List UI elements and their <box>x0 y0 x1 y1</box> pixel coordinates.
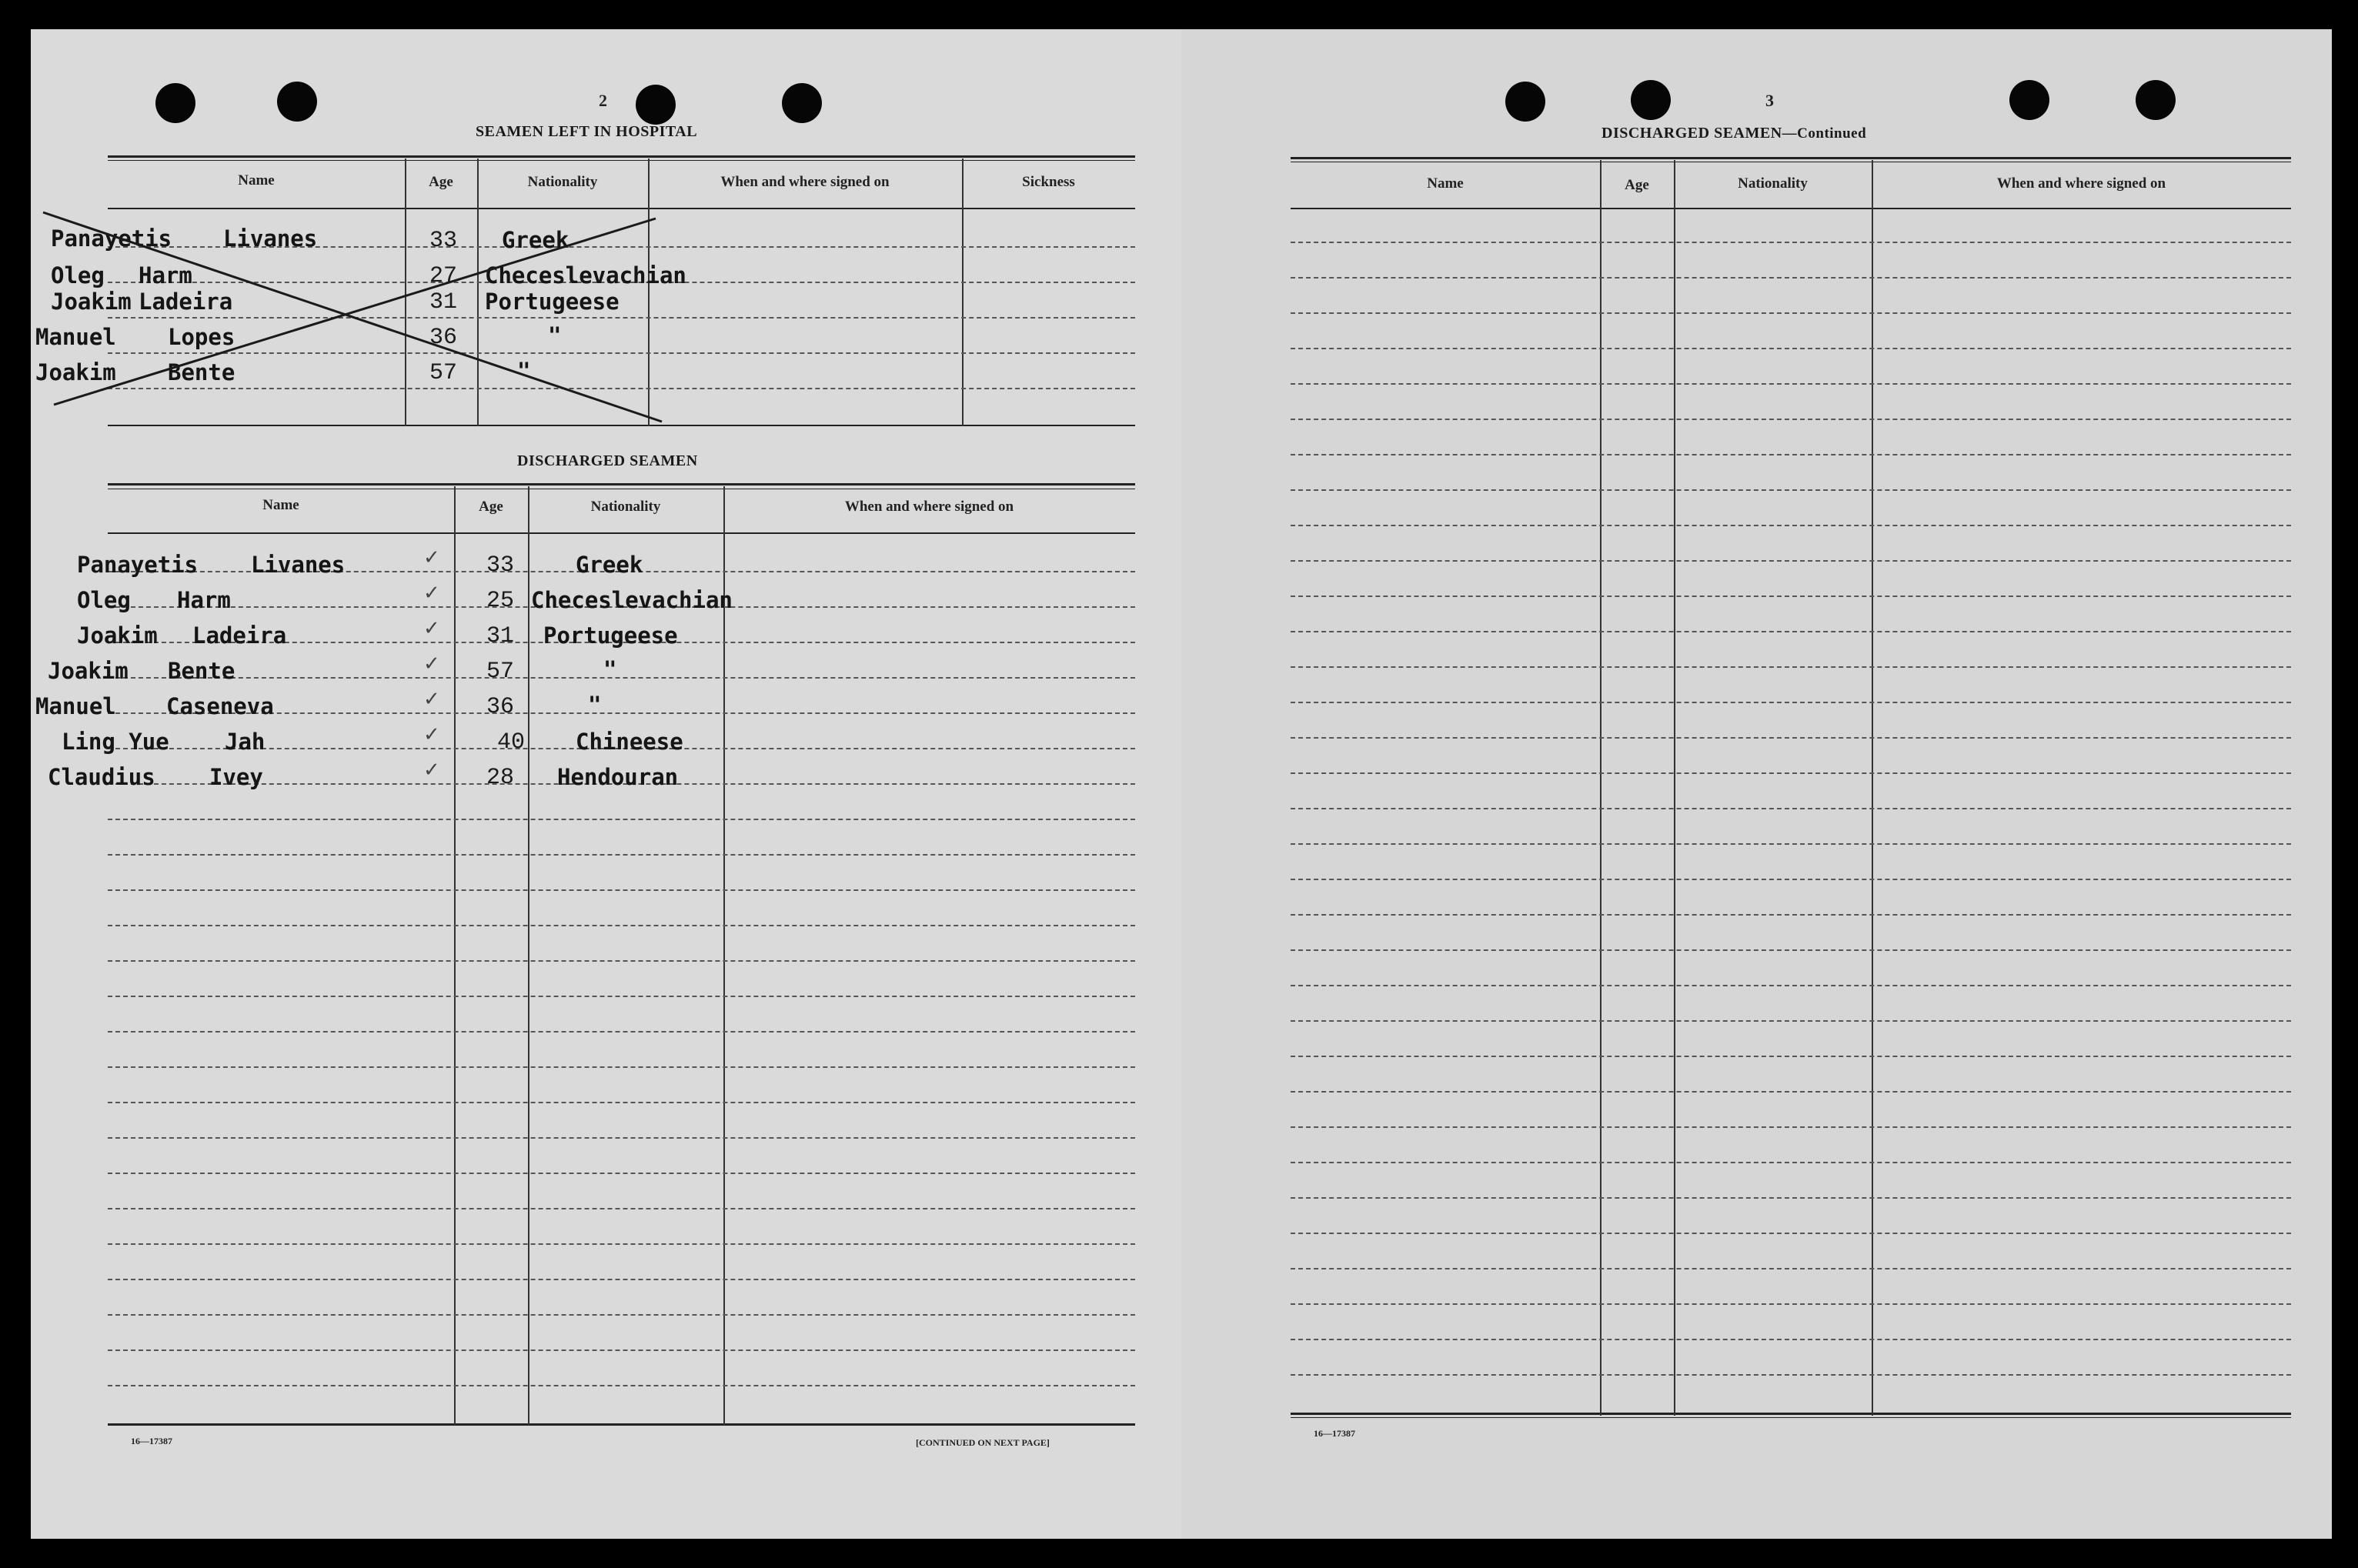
hospital-section-title: SEAMEN LEFT IN HOSPITAL <box>476 123 698 140</box>
seaman-nationality: " <box>588 692 602 718</box>
check-mark-icon: ✓ <box>423 723 440 746</box>
seaman-last-name: Ladeira <box>139 289 233 315</box>
seaman-first-name: Joakim <box>51 289 132 315</box>
seaman-nationality: Checeslevachian <box>531 587 733 613</box>
seaman-nationality: Greek <box>502 227 569 253</box>
check-mark-icon: ✓ <box>423 546 440 569</box>
seaman-age: 36 <box>486 694 515 720</box>
seaman-last-name: Livanes <box>251 552 346 578</box>
discharged-continued-title: DISCHARGED SEAMEN—Continued <box>1602 125 1867 142</box>
seaman-last-name: Ladeira <box>192 622 287 649</box>
seaman-first-name: Manuel <box>35 324 116 350</box>
seaman-nationality: Portugeese <box>543 622 678 649</box>
seaman-age: 57 <box>429 360 458 386</box>
column-header-sickness: Sickness <box>1022 174 1075 190</box>
form-number: 16—17387 <box>1314 1428 1355 1439</box>
seaman-first-name: Oleg <box>77 587 131 613</box>
punch-hole <box>2136 80 2176 120</box>
seaman-age: 31 <box>429 289 458 315</box>
column-header-nationality: Nationality <box>527 174 598 190</box>
seaman-first-name: Panayetis <box>77 552 199 578</box>
seaman-age: 36 <box>429 325 458 351</box>
seaman-nationality: " <box>603 656 617 682</box>
seaman-age: 25 <box>486 588 515 614</box>
check-mark-icon: ✓ <box>423 582 440 605</box>
punch-hole <box>1631 80 1671 120</box>
seaman-last-name: Harm <box>139 262 192 289</box>
check-mark-icon: ✓ <box>423 652 440 676</box>
seaman-last-name: Bente <box>168 359 235 385</box>
seaman-age: 33 <box>429 228 458 254</box>
right-page <box>1181 29 2332 1539</box>
seaman-first-name: Claudius <box>48 764 155 790</box>
seaman-last-name: Jah <box>225 729 266 755</box>
column-header-name: Name <box>238 172 275 188</box>
discharged-section-title: DISCHARGED SEAMEN <box>517 452 698 469</box>
seaman-first-name: Ling Yue <box>62 729 169 755</box>
seaman-last-name: Livanes <box>223 225 318 252</box>
seaman-age: 40 <box>497 729 526 756</box>
column-header-age: Age <box>1625 177 1649 193</box>
seaman-first-name: Joakim <box>35 359 116 385</box>
seaman-nationality: Greek <box>576 552 643 578</box>
check-mark-icon: ✓ <box>423 617 440 640</box>
seaman-nationality: Chineese <box>576 729 683 755</box>
seaman-age: 33 <box>486 552 515 579</box>
seaman-nationality: " <box>517 358 531 384</box>
column-header-age: Age <box>429 174 453 190</box>
column-header-age: Age <box>479 499 503 515</box>
seaman-first-name: Oleg <box>51 262 105 289</box>
column-header-name: Name <box>262 497 299 513</box>
seaman-age: 31 <box>486 623 515 649</box>
page-number: 3 <box>1765 91 1774 110</box>
column-header-nationality: Nationality <box>1738 175 1808 192</box>
continued-note: [CONTINUED ON NEXT PAGE] <box>916 1437 1050 1448</box>
seaman-first-name: Joakim <box>48 658 129 684</box>
seaman-age: 57 <box>486 659 515 685</box>
seaman-first-name: Panayetis <box>51 225 172 252</box>
column-header-signed-on: When and where signed on <box>1996 175 2166 192</box>
seaman-nationality: " <box>548 322 562 349</box>
seaman-nationality: Checeslevachian <box>485 262 686 289</box>
punch-hole <box>1505 82 1545 122</box>
seaman-age: 27 <box>429 263 458 289</box>
seaman-first-name: Manuel <box>35 693 116 719</box>
seaman-last-name: Caseneva <box>166 693 274 719</box>
seaman-first-name: Joakim <box>77 622 158 649</box>
column-header-signed-on: When and where signed on <box>844 499 1014 515</box>
seaman-last-name: Lopes <box>168 324 235 350</box>
column-header-name: Name <box>1427 175 1464 192</box>
seaman-last-name: Bente <box>168 658 235 684</box>
seaman-last-name: Ivey <box>209 764 263 790</box>
seaman-last-name: Harm <box>177 587 231 613</box>
punch-hole <box>2009 80 2049 120</box>
check-mark-icon: ✓ <box>423 759 440 782</box>
document-sheet <box>31 29 2332 1539</box>
form-number: 16—17387 <box>131 1436 172 1446</box>
column-header-nationality: Nationality <box>590 499 661 515</box>
check-mark-icon: ✓ <box>423 688 440 711</box>
page-number: 2 <box>599 91 607 110</box>
seaman-age: 28 <box>486 765 515 791</box>
left-page <box>31 29 1181 1539</box>
seaman-nationality: Hendouran <box>557 764 679 790</box>
seaman-nationality: Portugeese <box>485 289 620 315</box>
column-header-signed-on: When and where signed on <box>720 174 890 190</box>
